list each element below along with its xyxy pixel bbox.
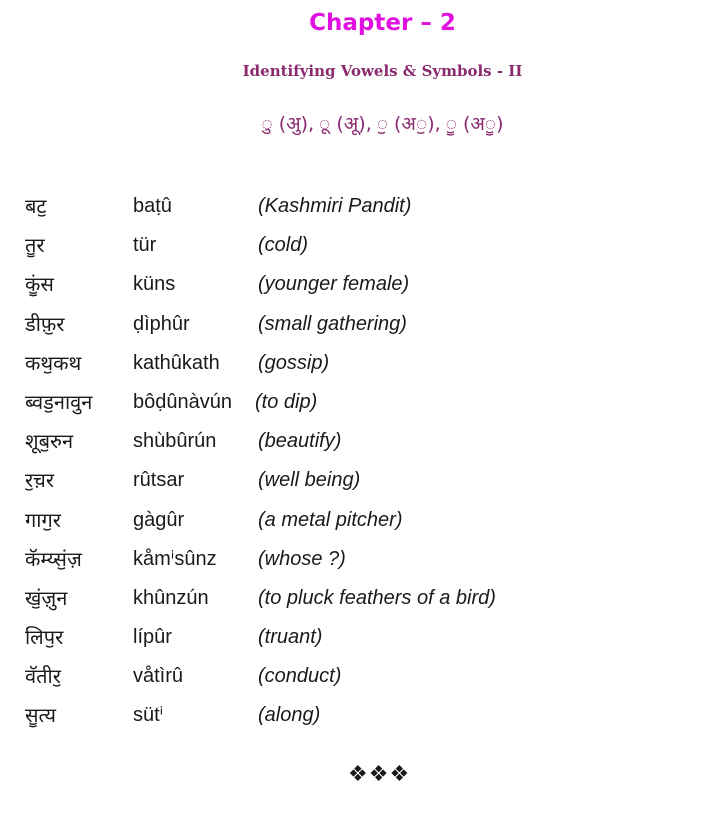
vocabulary-row xyxy=(25,505,705,544)
word-meaning: (along) xyxy=(258,704,321,727)
romanized-word: sütⁱ xyxy=(133,704,164,727)
romanized-word: khûnzún xyxy=(133,586,209,609)
devanagari-word: सॗत्य xyxy=(25,703,56,728)
word-meaning: (well being) xyxy=(258,469,361,492)
word-meaning: (to dip) xyxy=(255,390,318,413)
word-meaning: (truant) xyxy=(258,626,323,649)
word-meaning: (to pluck feathers of a bird) xyxy=(258,586,496,609)
devanagari-word: वॅतीरॖ xyxy=(25,664,61,689)
devanagari-word: ब्वडॖनावुन xyxy=(25,389,93,414)
vocabulary-row xyxy=(25,269,705,308)
romanized-word: rûtsar xyxy=(133,469,185,492)
chapter-subtitle: Identifying Vowels & Symbols - II xyxy=(242,62,523,80)
romanized-word: ḍìphûr xyxy=(133,312,190,335)
devanagari-word: खॖंज़ुन xyxy=(25,585,68,610)
romanized-word: kathûkath xyxy=(133,351,220,374)
romanized-word: tür xyxy=(133,234,157,257)
word-meaning: (whose ?) xyxy=(258,547,346,570)
romanized-word: kåmⁱsûnz xyxy=(133,547,217,570)
romanized-word: baṭû xyxy=(133,195,172,217)
chapter-title: Chapter – 2 xyxy=(309,10,456,36)
vocabulary-row xyxy=(25,661,705,700)
vocabulary-row xyxy=(25,309,705,348)
word-meaning: (beautify) xyxy=(258,430,342,453)
diamond-ornament-icon: ❖❖❖ xyxy=(348,762,411,787)
romanized-word: våtìrû xyxy=(133,665,184,688)
word-meaning: (gossip) xyxy=(258,351,330,374)
word-meaning: (a metal pitcher) xyxy=(258,508,403,531)
devanagari-word: डीफ़ॖर xyxy=(25,311,65,336)
devanagari-word: बटॖ xyxy=(25,194,47,218)
devanagari-word: कथॖकथ xyxy=(25,350,82,375)
vocabulary-row xyxy=(25,191,705,230)
romanized-word: gàgûr xyxy=(133,508,185,531)
vocabulary-row xyxy=(25,583,705,622)
devanagari-word: गागॖर xyxy=(25,507,61,532)
romanized-word: küns xyxy=(133,273,176,296)
devanagari-word: शूबॖरुन xyxy=(25,429,74,454)
vocabulary-row xyxy=(25,700,705,739)
vocabulary-row xyxy=(25,465,705,504)
vocabulary-row xyxy=(25,387,705,426)
vowel-symbols-line: ु (अु), ू (अू), ॖ (अॖ), ॗ (अॗ) xyxy=(261,113,504,135)
vocabulary-row xyxy=(25,544,705,583)
word-meaning: (younger female) xyxy=(258,273,410,296)
devanagari-word: रॖच़र xyxy=(25,468,55,493)
devanagari-word: कॗंस xyxy=(25,272,54,297)
vocabulary-row xyxy=(25,426,705,465)
devanagari-word: कॅम्य्सॖंज़ xyxy=(25,546,82,571)
romanized-word: bôḍûnàvún xyxy=(133,390,232,413)
devanagari-word: लिपॖर xyxy=(25,625,64,650)
word-meaning: (small gathering) xyxy=(258,312,407,335)
romanized-word: lípûr xyxy=(133,626,172,649)
vocabulary-row xyxy=(25,348,705,387)
word-meaning: (conduct) xyxy=(258,665,342,688)
word-meaning: (cold) xyxy=(258,234,309,257)
romanized-word: shùbûrún xyxy=(133,430,217,453)
vocabulary-list xyxy=(25,191,705,740)
word-meaning: (Kashmiri Pandit) xyxy=(258,195,412,217)
vocabulary-row xyxy=(25,230,705,269)
vocabulary-row xyxy=(25,622,705,661)
devanagari-word: तॗर xyxy=(25,233,45,258)
